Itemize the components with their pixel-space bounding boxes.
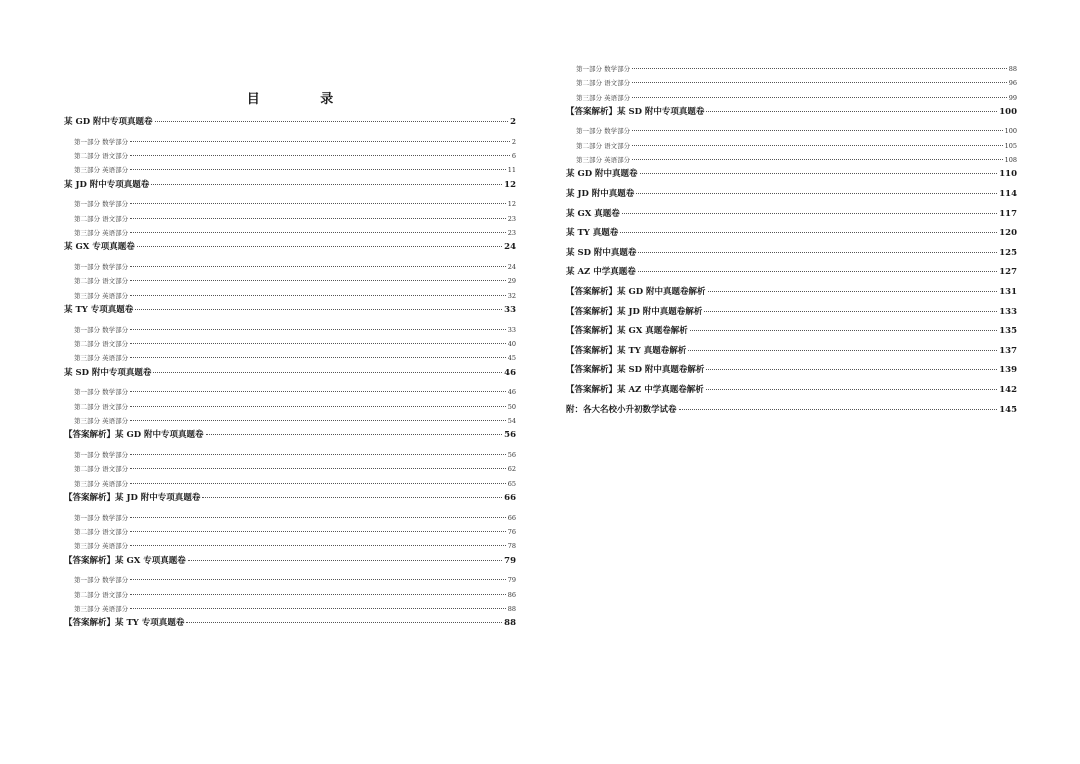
toc-section-entry[interactable] (566, 285, 1017, 305)
toc-entry-label: 第二部分 语文部分 (74, 151, 129, 160)
toc-subsection-entry[interactable] (64, 539, 516, 553)
toc-subsection-entry[interactable] (64, 197, 516, 211)
toc-entry-label: 第一部分 数学部分 (74, 262, 129, 271)
dot-leader (202, 497, 502, 498)
toc-section-entry[interactable] (566, 207, 1017, 227)
toc-section-entry[interactable] (566, 105, 1017, 125)
dot-leader (130, 295, 506, 296)
toc-section-entry[interactable] (566, 403, 1017, 423)
toc-subsection-entry[interactable] (64, 448, 516, 462)
dot-leader (130, 266, 506, 267)
dot-leader (130, 280, 506, 281)
dot-leader (151, 184, 502, 185)
toc-entry-label: 某 AZ 中学真题卷 (566, 267, 636, 278)
toc-entry-label: 第一部分 数学部分 (74, 325, 129, 334)
dot-leader (622, 213, 997, 214)
toc-subsection-entry[interactable] (64, 525, 516, 539)
toc-page-number: 88 (504, 618, 516, 629)
toc-entry-label: 第三部分 英语部分 (74, 166, 129, 175)
toc-entry-label: 第二部分 语文部分 (74, 339, 129, 348)
toc-page-number: 23 (507, 228, 516, 237)
toc-page-number: 66 (507, 513, 516, 522)
toc-subsection-entry[interactable] (566, 91, 1017, 105)
dot-leader (155, 121, 509, 122)
toc-page-number: 29 (507, 277, 516, 286)
toc-page-number: 56 (507, 450, 516, 459)
toc-entry-label: 第三部分 英语部分 (576, 156, 631, 165)
toc-page-number: 88 (507, 604, 516, 613)
toc-page-number: 125 (999, 247, 1017, 258)
dot-leader (620, 232, 997, 233)
toc-entry-label: 第一部分 数学部分 (576, 65, 631, 73)
dot-leader (638, 271, 998, 272)
toc-page-number: 133 (999, 306, 1017, 317)
toc-entry-label: 第一部分 数学部分 (576, 127, 631, 136)
toc-page-number: 117 (999, 208, 1017, 219)
toc-entry-label: 第三部分 英语部分 (74, 479, 129, 488)
toc-entry-label: 第二部分 语文部分 (74, 465, 129, 474)
toc-right-column (566, 62, 1017, 422)
toc-page-number: 142 (999, 384, 1017, 395)
toc-left-column (64, 115, 516, 636)
toc-entry-label: 【答案解析】某 GX 专项真题卷 (64, 555, 186, 566)
toc-subsection-entry[interactable] (64, 323, 516, 337)
toc-entry-label: 【答案解析】某 GX 真题卷解析 (566, 326, 688, 337)
toc-entry-label: 【答案解析】某 GD 附中真题卷解析 (566, 286, 706, 297)
toc-page-number: 50 (507, 402, 516, 411)
toc-subsection-entry[interactable] (64, 163, 516, 177)
toc-page-number: 139 (999, 365, 1017, 376)
dot-leader (640, 173, 998, 174)
dot-leader (130, 329, 506, 330)
toc-entry-label: 【答案解析】某 SD 附中真题卷解析 (566, 365, 705, 376)
dot-leader (704, 311, 997, 312)
toc-entry-label: 【答案解析】某 TY 真题卷解析 (566, 345, 687, 356)
toc-entry-label: 第一部分 数学部分 (74, 576, 129, 585)
toc-entry-label: 某 GD 附中专项真题卷 (64, 117, 153, 127)
toc-section-entry[interactable] (566, 383, 1017, 403)
dot-leader (130, 169, 506, 170)
dot-leader (130, 343, 506, 344)
toc-entry-label: 第一部分 数学部分 (74, 513, 129, 522)
toc-page-number: 145 (999, 404, 1017, 415)
toc-entry-label: 第三部分 英语部分 (576, 93, 631, 102)
toc-entry-label: 某 SD 附中真题卷 (566, 247, 637, 258)
toc-subsection-entry[interactable] (64, 385, 516, 399)
toc-page-number: 105 (1004, 141, 1017, 150)
toc-section-entry[interactable] (566, 226, 1017, 246)
dot-leader (153, 372, 502, 373)
toc-entry-label: 第三部分 英语部分 (74, 542, 129, 551)
toc-page-number: 2 (510, 117, 516, 127)
toc-subsection-entry[interactable] (64, 351, 516, 365)
toc-subsection-entry[interactable] (566, 76, 1017, 90)
toc-page-number: 76 (507, 527, 516, 536)
toc-subsection-entry[interactable] (64, 414, 516, 428)
toc-page-number: 24 (507, 262, 516, 271)
toc-section-entry[interactable] (566, 305, 1017, 325)
toc-subsection-entry[interactable] (64, 588, 516, 602)
toc-section-entry[interactable] (64, 178, 516, 198)
toc-section-entry[interactable] (64, 115, 516, 135)
toc-entry-label: 某 SD 附中专项真题卷 (64, 367, 152, 378)
dot-leader (638, 252, 997, 253)
toc-section-entry[interactable] (566, 246, 1017, 266)
toc-subsection-entry[interactable] (64, 602, 516, 616)
dot-leader (130, 454, 506, 455)
toc-section-entry[interactable] (64, 366, 516, 386)
toc-subsection-entry[interactable] (64, 573, 516, 587)
toc-entry-label: 某 GX 真题卷 (566, 208, 620, 219)
toc-subsection-entry[interactable] (64, 135, 516, 149)
toc-entry-label: 某 TY 真题卷 (566, 228, 619, 239)
toc-page-number: 66 (504, 493, 516, 504)
toc-page-number: 108 (1004, 156, 1017, 165)
toc-page-number: 78 (507, 542, 516, 551)
toc-entry-label: 某 TY 专项真题卷 (64, 305, 134, 316)
toc-entry-label: 【答案解析】某 AZ 中学真题卷解析 (566, 384, 704, 395)
dot-leader (137, 246, 502, 247)
toc-entry-label: 第二部分 语文部分 (576, 141, 631, 150)
toc-entry-label: 某 JD 附中真题卷 (566, 188, 635, 199)
dot-leader (130, 141, 510, 142)
toc-entry-label: 某 GX 专项真题卷 (64, 242, 135, 253)
toc-page-number: 137 (999, 345, 1017, 356)
toc-section-entry[interactable] (566, 167, 1017, 187)
toc-page-number: 114 (999, 188, 1017, 199)
toc-page-number: 99 (1008, 93, 1017, 102)
dot-leader (632, 145, 1003, 146)
toc-page-number: 12 (504, 179, 516, 190)
dot-leader (130, 218, 506, 219)
toc-subsection-entry[interactable] (64, 337, 516, 351)
toc-subsection-entry[interactable] (64, 477, 516, 491)
toc-section-entry[interactable] (566, 187, 1017, 207)
toc-entry-label: 【答案解析】某 GD 附中专项真题卷 (64, 430, 204, 441)
toc-entry-label: 【答案解析】某 JD 附中专项真题卷 (64, 493, 201, 504)
dot-leader (186, 622, 502, 623)
dot-leader (135, 309, 502, 310)
dot-leader (130, 420, 506, 421)
toc-page-number: 23 (507, 214, 516, 223)
toc-page-number: 86 (507, 590, 516, 599)
dot-leader (632, 68, 1007, 69)
toc-subsection-entry[interactable] (64, 462, 516, 476)
toc-entry-label: 【答案解析】某 SD 附中专项真题卷 (566, 106, 705, 117)
toc-entry-label: 第三部分 英语部分 (74, 416, 129, 425)
dot-leader (130, 531, 506, 532)
toc-page-number: 100 (1004, 127, 1017, 136)
dot-leader (706, 111, 997, 112)
toc-section-entry[interactable] (566, 344, 1017, 364)
dot-leader (130, 406, 506, 407)
toc-page-number: 33 (507, 325, 516, 334)
dot-leader (636, 193, 997, 194)
toc-page-number: 65 (507, 479, 516, 488)
toc-page-number: 131 (999, 286, 1017, 297)
dot-leader (632, 82, 1007, 83)
dot-leader (130, 155, 510, 156)
toc-entry-label: 第二部分 语文部分 (576, 79, 631, 88)
toc-entry-label: 第二部分 语文部分 (74, 214, 129, 223)
dot-leader (130, 517, 506, 518)
toc-subsection-entry[interactable] (566, 124, 1017, 138)
toc-subsection-entry[interactable] (64, 149, 516, 163)
toc-entry-label: 第二部分 语文部分 (74, 402, 129, 411)
toc-subsection-entry[interactable] (64, 226, 516, 240)
toc-entry-label: 第二部分 语文部分 (74, 277, 129, 286)
dot-leader (679, 409, 998, 410)
toc-page-number: 56 (504, 430, 516, 441)
toc-entry-label: 第一部分 数学部分 (74, 200, 129, 209)
toc-entry-label: 某 JD 附中专项真题卷 (64, 179, 150, 190)
toc-section-entry[interactable] (64, 240, 516, 260)
dot-leader (706, 369, 997, 370)
toc-section-entry[interactable] (64, 554, 516, 574)
toc-section-entry[interactable] (64, 491, 516, 511)
dot-leader (130, 357, 506, 358)
dot-leader (206, 434, 503, 435)
toc-page-number: 96 (1008, 79, 1017, 88)
toc-entry-label: 第一部分 数学部分 (74, 137, 129, 146)
dot-leader (130, 483, 506, 484)
toc-page-number: 62 (507, 465, 516, 474)
dot-leader (632, 159, 1003, 160)
toc-subsection-entry[interactable] (64, 400, 516, 414)
toc-entry-label: 某 GD 附中真题卷 (566, 169, 638, 180)
toc-entry-label: 【答案解析】某 JD 附中真题卷解析 (566, 306, 703, 317)
dot-leader (188, 560, 502, 561)
dot-leader (130, 468, 506, 469)
toc-entry-label: 第二部分 语文部分 (74, 527, 129, 536)
toc-entry-label: 第一部分 数学部分 (74, 450, 129, 459)
toc-subsection-entry[interactable] (64, 511, 516, 525)
toc-page-number: 127 (999, 267, 1017, 278)
toc-page-number: 79 (504, 555, 516, 566)
toc-subsection-entry[interactable] (64, 260, 516, 274)
dot-leader (130, 232, 506, 233)
dot-leader (130, 545, 506, 546)
toc-page-number: 45 (507, 354, 516, 363)
toc-page-number: 33 (504, 305, 516, 316)
toc-page-number: 40 (507, 339, 516, 348)
toc-page-number: 24 (504, 242, 516, 253)
toc-subsection-entry[interactable] (566, 139, 1017, 153)
toc-section-entry[interactable] (64, 616, 516, 636)
toc-subsection-entry[interactable] (64, 289, 516, 303)
toc-subsection-entry[interactable] (566, 62, 1017, 76)
toc-page-number: 2 (511, 137, 516, 146)
toc-page-number: 11 (507, 166, 516, 175)
toc-title: 目 录 (246, 92, 362, 107)
toc-entry-label: 附：各大名校小升初数学试卷 (566, 404, 677, 415)
toc-section-entry[interactable] (64, 428, 516, 448)
toc-page-number: 32 (507, 291, 516, 300)
dot-leader (688, 350, 997, 351)
toc-page-number: 6 (511, 151, 516, 160)
toc-page-number: 54 (507, 416, 516, 425)
toc-page-number: 120 (999, 228, 1017, 239)
toc-entry-label: 第三部分 英语部分 (74, 228, 129, 237)
dot-leader (130, 608, 506, 609)
dot-leader (632, 97, 1007, 98)
toc-section-entry[interactable] (566, 265, 1017, 285)
toc-page-number: 79 (507, 576, 516, 585)
dot-leader (706, 389, 998, 390)
dot-leader (632, 130, 1003, 131)
toc-entry-label: 第一部分 数学部分 (74, 388, 129, 397)
toc-page-number: 12 (507, 200, 516, 209)
dot-leader (690, 330, 997, 331)
dot-leader (130, 594, 506, 595)
toc-page-number: 110 (999, 169, 1017, 180)
toc-entry-label: 第三部分 英语部分 (74, 291, 129, 300)
dot-leader (130, 203, 506, 204)
toc-entry-label: 第二部分 语文部分 (74, 590, 129, 599)
toc-page-number: 100 (999, 106, 1017, 117)
dot-leader (130, 391, 506, 392)
toc-subsection-entry[interactable] (64, 274, 516, 288)
toc-section-entry[interactable] (566, 363, 1017, 383)
toc-entry-label: 第三部分 英语部分 (74, 604, 129, 613)
toc-entry-label: 【答案解析】某 TY 专项真题卷 (64, 618, 185, 629)
dot-leader (130, 579, 506, 580)
toc-section-entry[interactable] (566, 324, 1017, 344)
dot-leader (708, 291, 998, 292)
toc-page-number: 88 (1008, 65, 1017, 73)
toc-page-number: 135 (999, 326, 1017, 337)
toc-section-entry[interactable] (64, 303, 516, 323)
toc-entry-label: 第三部分 英语部分 (74, 354, 129, 363)
toc-page-number: 46 (504, 367, 516, 378)
toc-subsection-entry[interactable] (64, 212, 516, 226)
toc-page-number: 46 (507, 388, 516, 397)
toc-subsection-entry[interactable] (566, 153, 1017, 167)
